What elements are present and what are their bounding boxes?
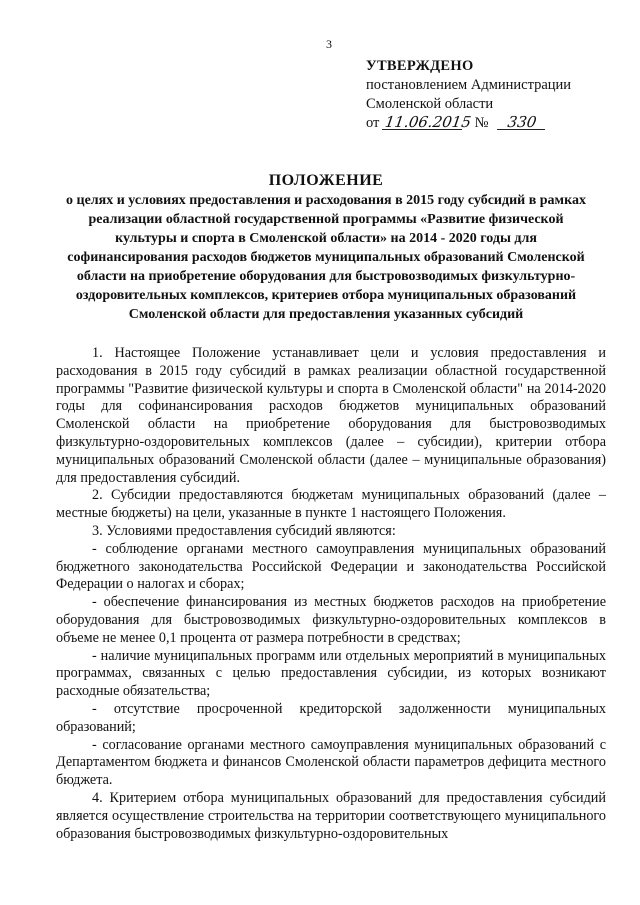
- paragraph-2: 2. Субсидии предоставляются бюджетам муниципальных образований (далее – местные бюджеты) на цели, указанные в пункте 1 настоящего Положения.: [56, 487, 606, 522]
- paragraph-3: 3. Условиями предоставления субсидий являются:: [92, 522, 396, 539]
- approval-line-2: Смоленской области: [366, 96, 494, 112]
- number-prefix: №: [474, 115, 489, 131]
- document-body: [56, 345, 606, 843]
- document-heading: [56, 171, 596, 324]
- paragraph-4: 4. Критерием отбора муниципальных образований для предоставления субсидий является осуществление строительства на территории соответствующего муниципального образования быстровозводимых физкультурно-оздоровительных: [56, 789, 606, 842]
- approval-line-1: постановлением Администрации: [366, 77, 572, 93]
- approval-date-line: [366, 114, 571, 133]
- date-prefix: от: [366, 115, 380, 131]
- document-title: ПОЛОЖЕНИЕ: [268, 172, 384, 189]
- condition-item: - наличие муниципальных программ или отдельных мероприятий в муниципальных программах, связанных с целью предоставления субсидии, из которых возникают расходные обязательства;: [56, 647, 606, 700]
- condition-item: - обеспечение финансирования из местных бюджетов расходов на приобретение оборудования для быстровозводимых физкультурно-оздоровительных комплексов в объеме не менее 0,1 процента от размера потребности в средствах;: [56, 594, 606, 646]
- condition-item: - согласование органами местного самоуправления муниципальных образований с Департаментом бюджета и финансов Смоленской области параметров дефицита местного бюджета.: [56, 736, 606, 789]
- document-subtitle: о целях и условиях предоставления и расходования в 2015 году субсидий в рамках реализации областной государственной программы «Развитие физической культуры и спорта в Смоленской области» на 2014 - 2020 годы для софинансирования расходов бюджетов муниципальных образований Смоленской области на приобретение оборудования для быстровозводимых физкультурно-оздоровительных комплексов, критериев отбора муниципальных образований Смоленской области для предоставления указанных субсидий: [66, 193, 586, 322]
- approval-stamp: УТВЕРЖДЕНО: [366, 58, 474, 74]
- approval-number: 330: [497, 115, 547, 130]
- condition-item: - отсутствие просроченной кредиторской задолженности муниципальных образований;: [56, 700, 606, 735]
- paragraph-1: 1. Настоящее Положение устанавливает цели и условия предоставления и расходования в 2015 году субсидий в рамках реализации областной государственной программы "Развитие физической культуры и спорта в Смоленской области" на 2014-2020 годы для софинансирования расходов бюджетов муниципальных образований Смоленской области на приобретение оборудования для быстровозводимых физкультурно-оздоровительных комплексов (далее – субсидии), критерии отбора муниципальных образований Смоленской области (далее – муниципальные образования) для предоставления субсидий.: [56, 345, 606, 486]
- approval-date: 11.06.2015: [383, 113, 473, 131]
- condition-item: - соблюдение органами местного самоуправления муниципальных образований бюджетного законодательства Российской Федерации и законодательства Российской Федерации о налогах и сборах;: [56, 540, 606, 593]
- page-number: 3: [326, 37, 332, 51]
- approval-block: [366, 57, 571, 133]
